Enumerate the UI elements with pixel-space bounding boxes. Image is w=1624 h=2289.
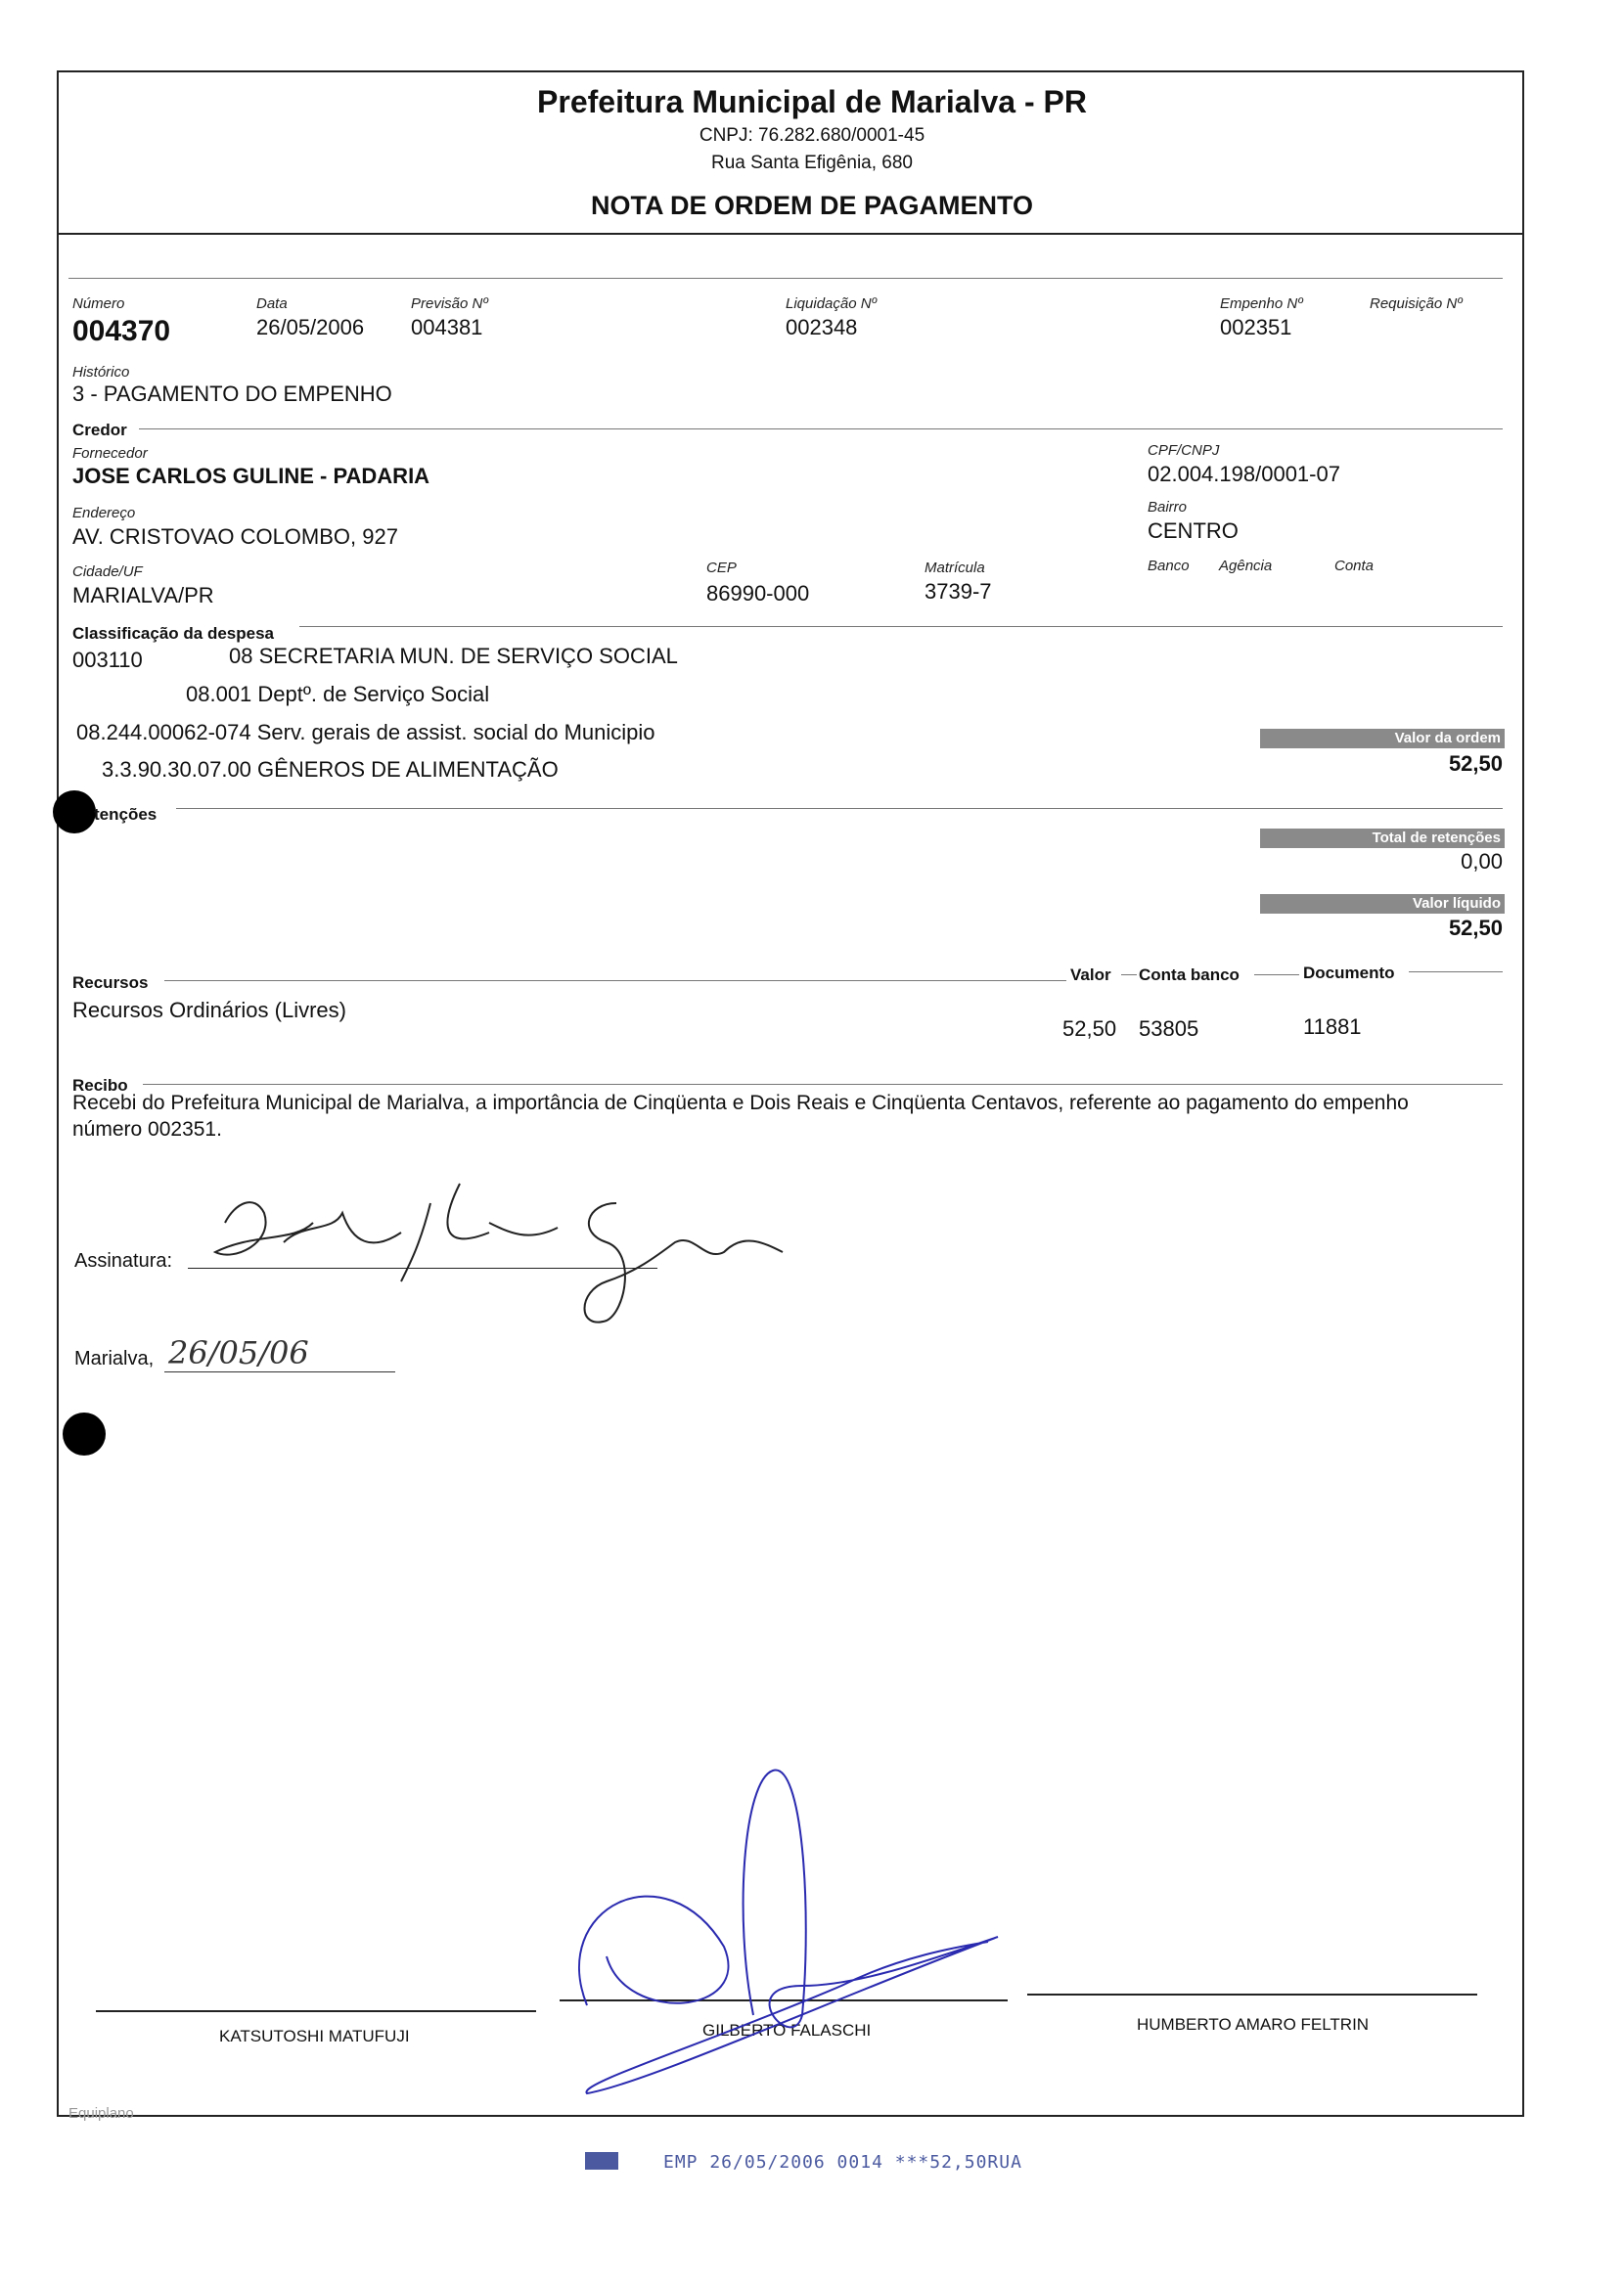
cep-label: CEP	[706, 560, 737, 576]
cep-value: 86990-000	[706, 581, 810, 606]
credor-rule	[139, 428, 1503, 429]
document-title: NOTA DE ORDEM DE PAGAMENTO	[590, 191, 1033, 220]
top-rule	[68, 278, 1503, 279]
credor-section: Credor	[72, 421, 127, 439]
official-signature	[548, 1761, 1017, 2113]
valor-ordem-value: 52,50	[1448, 751, 1503, 776]
matricula-value: 3739-7	[925, 579, 992, 604]
fornecedor-label: Fornecedor	[72, 445, 148, 462]
recibo-text-1: Recebi do Prefeitura Municipal de Marialva, a importância de Cinqüenta e Dois Reais e Cinqüenta Centavos, referente ao pagamento do empenho	[72, 1092, 1409, 1114]
punch-hole-2	[63, 1413, 106, 1456]
signature-line-1	[96, 2010, 536, 2012]
liquidacao-value: 002348	[786, 315, 858, 339]
handwritten-date: 26/05/06	[168, 1334, 309, 1371]
page-title: Prefeitura Municipal de Marialva - PR	[537, 84, 1087, 119]
endereco-value: AV. CRISTOVAO COLOMBO, 927	[72, 524, 398, 549]
recursos-valor-label: Valor	[1070, 965, 1111, 984]
agencia-label: Agência	[1219, 558, 1273, 574]
fornecedor-value: JOSE CARLOS GULINE - PADARIA	[72, 464, 430, 488]
cidade-value: MARIALVA/PR	[72, 583, 214, 607]
data-value: 26/05/2006	[256, 315, 365, 339]
classificacao-line4: 3.3.90.30.07.00 GÊNEROS DE ALIMENTAÇÃO	[102, 757, 559, 782]
recursos-documento-label: Documento	[1303, 964, 1395, 982]
recursos-rule	[164, 980, 1066, 981]
classificacao-line3: 08.244.00062-074 Serv. gerais de assist. social do Municipio	[76, 720, 655, 744]
recursos-section: Recursos	[72, 973, 149, 992]
header-separator	[57, 233, 1524, 235]
cpf-value: 02.004.198/0001-07	[1148, 462, 1340, 486]
recursos-rule-4	[1409, 971, 1503, 972]
valor-liquido-label: Valor líquido	[1260, 894, 1505, 914]
signature-line-3	[1027, 1994, 1477, 1996]
endereco-label: Endereço	[72, 505, 136, 521]
requisicao-label: Requisição Nº	[1370, 295, 1463, 312]
recursos-rule-3	[1254, 974, 1299, 975]
recibo-rule	[143, 1084, 1503, 1085]
local-label: Marialva,	[74, 1348, 155, 1369]
stamp-block	[585, 2152, 618, 2170]
empenho-value: 002351	[1220, 315, 1292, 339]
matricula-label: Matrícula	[925, 560, 985, 576]
previsao-label: Previsão Nº	[411, 295, 488, 312]
recursos-conta-label: Conta banco	[1139, 965, 1240, 984]
valor-ordem-label: Valor da ordem	[1260, 729, 1505, 748]
bairro-label: Bairro	[1148, 499, 1188, 516]
recibo-text-2: número 002351.	[72, 1118, 222, 1141]
brand-footer: Equiplano	[68, 2105, 134, 2122]
previsao-value: 004381	[411, 315, 483, 339]
recursos-valor: 52,50	[1062, 1016, 1117, 1041]
header-cnpj: CNPJ: 76.282.680/0001-45	[699, 125, 925, 146]
total-retencoes-value: 0,00	[1461, 849, 1503, 874]
valor-liquido-value: 52,50	[1448, 916, 1503, 940]
cpf-label: CPF/CNPJ	[1148, 442, 1220, 459]
retencoes-section: tenções	[94, 805, 158, 824]
signatory-2: GILBERTO FALASCHI	[702, 2021, 872, 2040]
signatory-3: HUMBERTO AMARO FELTRIN	[1137, 2015, 1370, 2034]
signatory-1: KATSUTOSHI MATUFUJI	[219, 2027, 410, 2045]
classificacao-code: 003110	[72, 648, 143, 672]
classificacao-line1: 08 SECRETARIA MUN. DE SERVIÇO SOCIAL	[229, 644, 678, 668]
historico-label: Histórico	[72, 364, 130, 381]
assinatura-label: Assinatura:	[74, 1250, 173, 1272]
numero-value: 004370	[72, 315, 171, 347]
recibo-section: Recibo	[72, 1076, 128, 1095]
recursos-conta: 53805	[1139, 1016, 1199, 1041]
classificacao-rule	[299, 626, 1503, 627]
recursos-desc: Recursos Ordinários (Livres)	[72, 998, 346, 1022]
punch-hole	[53, 790, 96, 833]
empenho-label: Empenho Nº	[1220, 295, 1303, 312]
data-label: Data	[256, 295, 288, 312]
total-retencoes-label: Total de retenções	[1260, 829, 1505, 848]
bairro-value: CENTRO	[1148, 518, 1239, 543]
recursos-documento: 11881	[1303, 1014, 1362, 1039]
header-address: Rua Santa Efigênia, 680	[711, 153, 913, 173]
date-line	[164, 1371, 395, 1372]
recipient-signature	[196, 1164, 900, 1340]
banco-label: Banco	[1148, 558, 1190, 574]
retencoes-rule	[176, 808, 1503, 809]
cidade-label: Cidade/UF	[72, 563, 143, 580]
classificacao-line2: 08.001 Deptº. de Serviço Social	[186, 682, 490, 706]
historico-value: 3 - PAGAMENTO DO EMPENHO	[72, 382, 392, 406]
bottom-stamp: EMP 26/05/2006 0014 ***52,50RUA	[663, 2152, 1022, 2173]
numero-label: Número	[72, 295, 125, 312]
recursos-rule-2	[1121, 974, 1137, 975]
liquidacao-label: Liquidação Nº	[786, 295, 878, 312]
conta-label: Conta	[1334, 558, 1375, 574]
classificacao-section: Classificação da despesa	[72, 624, 275, 643]
